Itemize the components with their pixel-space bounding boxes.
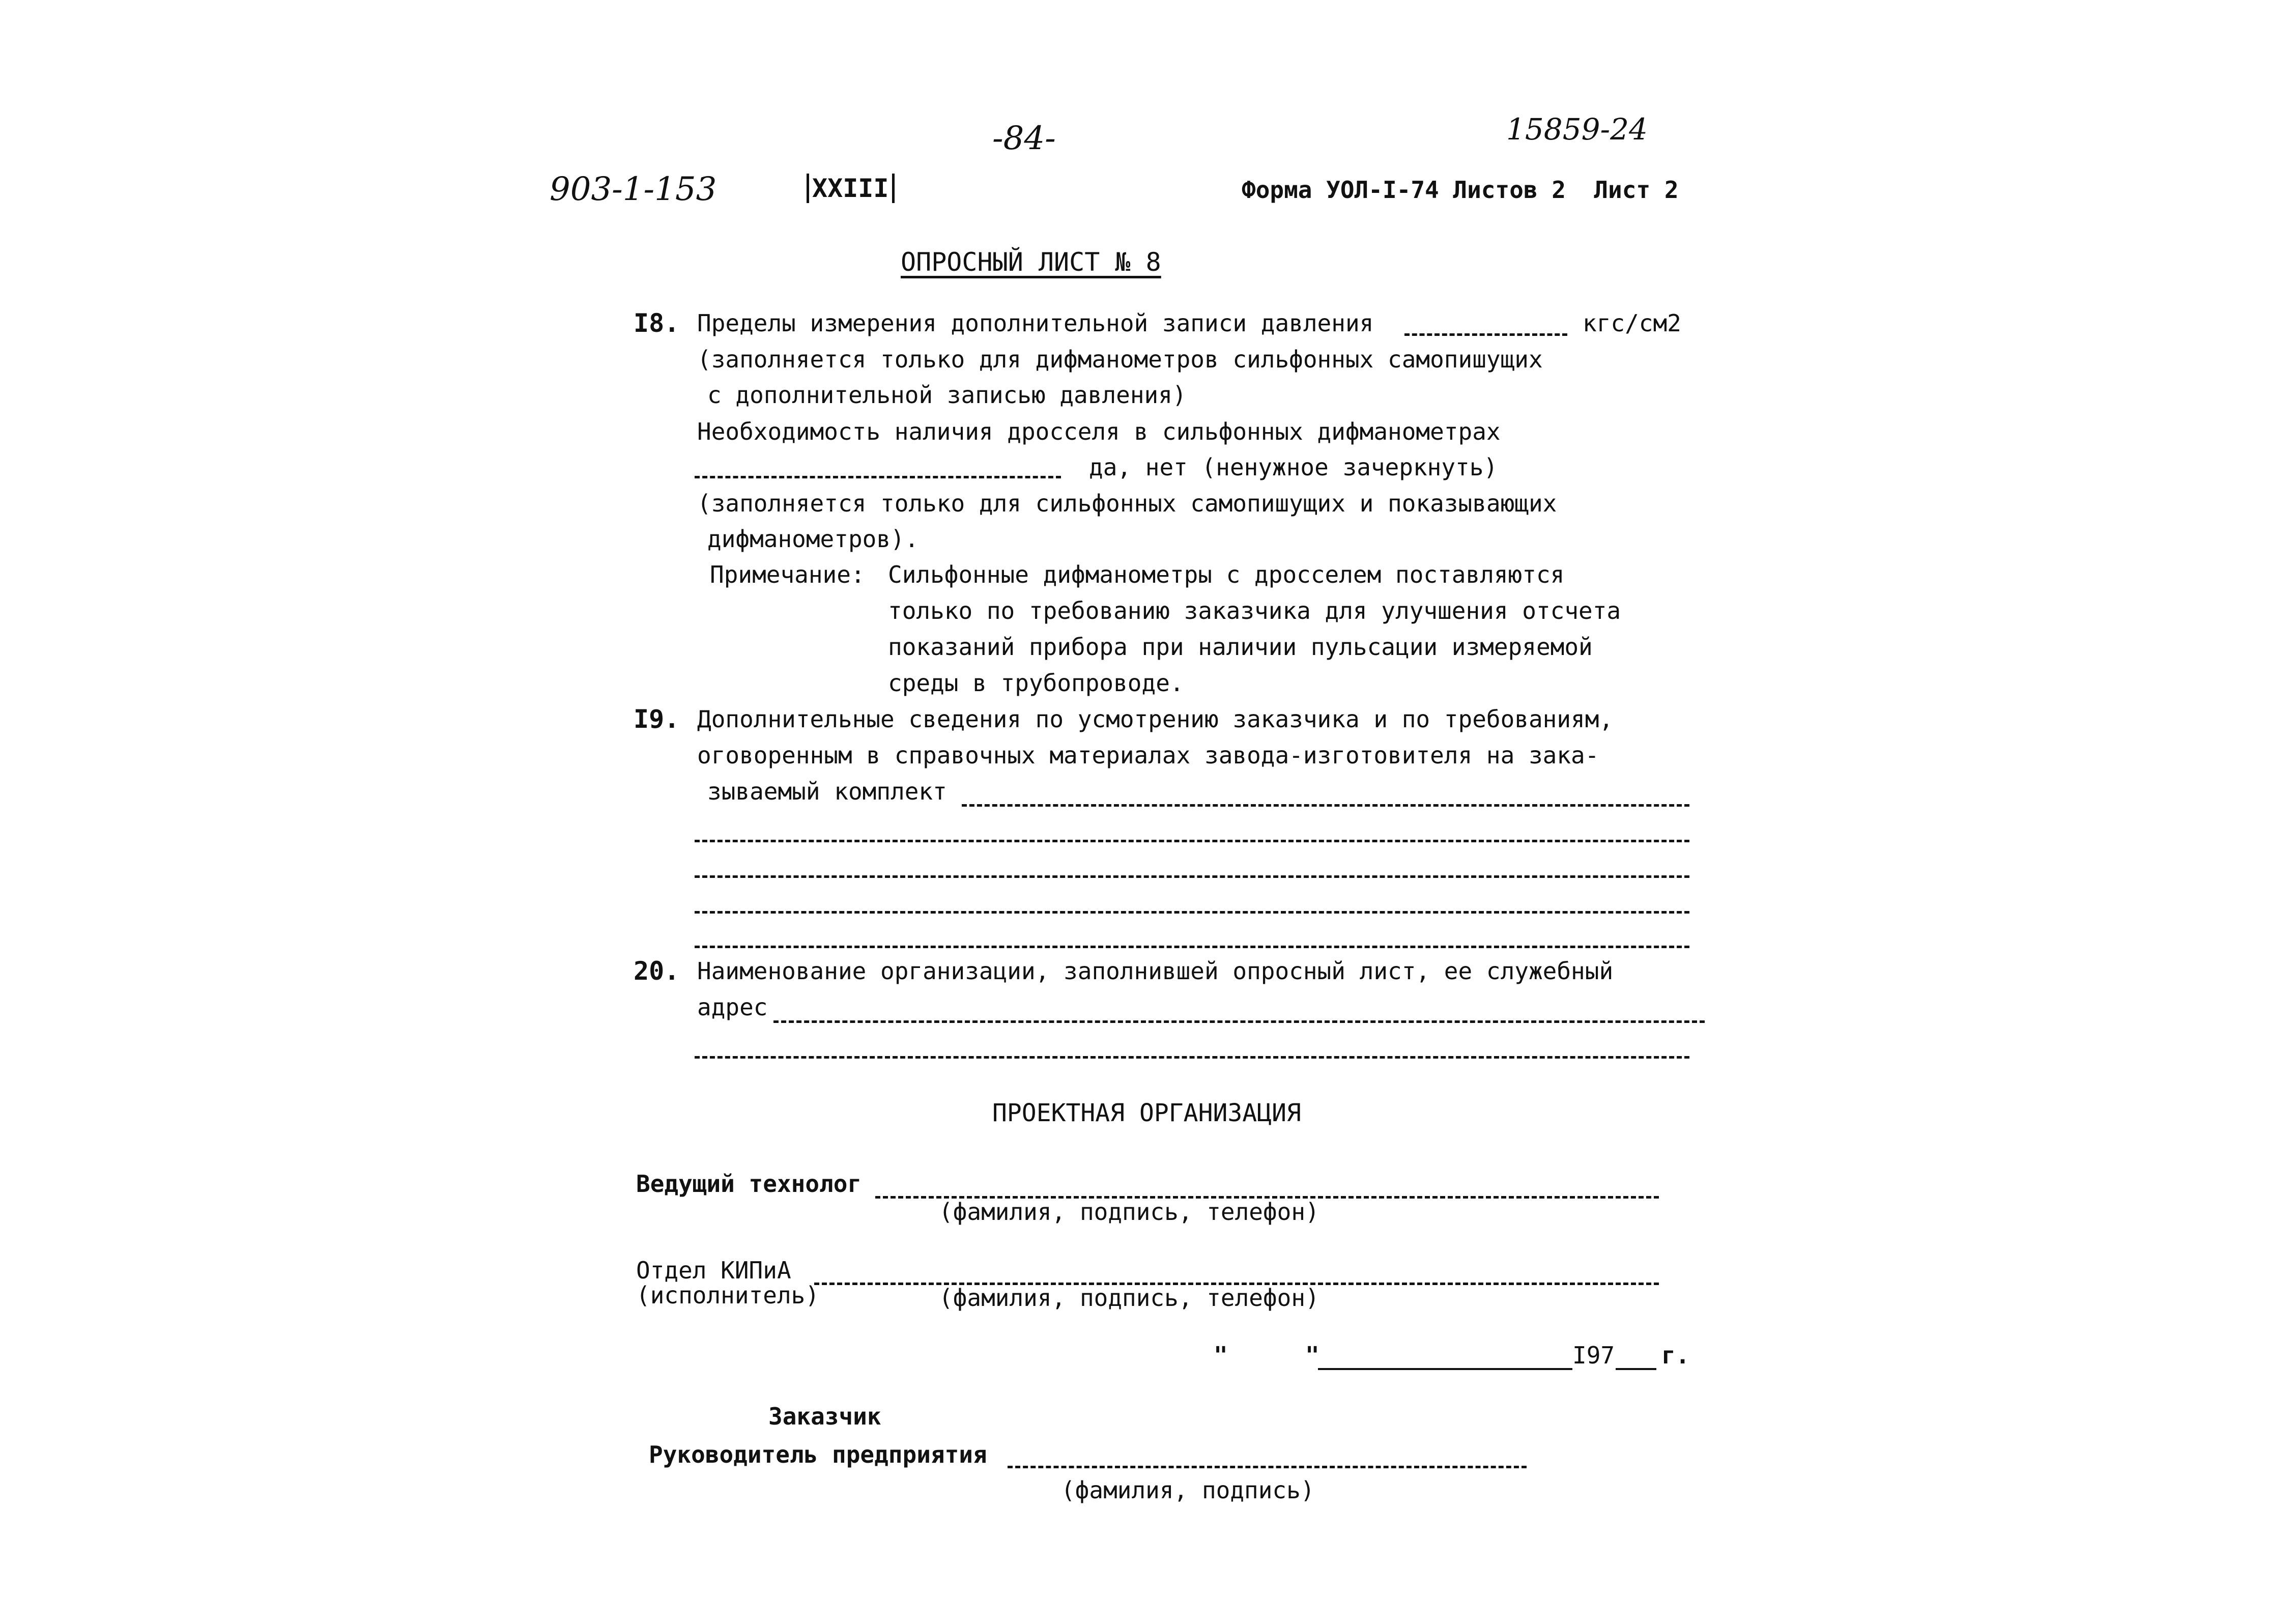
dept-kipia-sublabel: (исполнитель) bbox=[636, 1282, 820, 1309]
dept-kipia-label: Отдел КИПиА bbox=[636, 1257, 791, 1284]
item-19-field-line-1[interactable] bbox=[962, 804, 1689, 807]
form-info: Форма УОЛ-I-74 Листов 2 Лист 2 bbox=[1242, 176, 1679, 204]
item-18-line5: да, нет (ненужное зачеркнуть) bbox=[1089, 453, 1498, 481]
page-number: -84- bbox=[992, 120, 1056, 157]
item-19-field-line-4[interactable] bbox=[695, 911, 1689, 914]
item-18-note-line2: только по требованию заказчика для улучшения отсчета bbox=[888, 597, 1621, 624]
enterprise-head-label: Руководитель предприятия bbox=[649, 1441, 987, 1468]
dept-kipia-hint: (фамилия, подпись, телефон) bbox=[939, 1284, 1319, 1312]
item-18-line4: Необходимость наличия дросселя в сильфонных дифманометрах bbox=[697, 418, 1501, 445]
project-org-heading: ПРОЕКТНАЯ ОРГАНИЗАЦИЯ bbox=[992, 1099, 1301, 1127]
date-quote-close: " bbox=[1305, 1342, 1319, 1369]
date-year-field[interactable] bbox=[1616, 1368, 1656, 1370]
item-18-line3: с дополнительной записью давления) bbox=[707, 381, 1187, 409]
item-19-line2: оговоренным в справочных материалах завода-изготовителя на зака- bbox=[697, 742, 1599, 769]
page-title: ОПРОСНЫЙ ЛИСТ № 8 bbox=[901, 247, 1161, 277]
item-19-line3: зываемый комплект bbox=[707, 778, 947, 805]
item-20-address-field-2[interactable] bbox=[695, 1056, 1689, 1059]
lead-technologist-hint: (фамилия, подпись, телефон) bbox=[939, 1198, 1319, 1226]
item-18-note-line3: показаний прибора при наличии пульсации измеряемой bbox=[888, 633, 1593, 661]
section-number: XXIII bbox=[807, 176, 895, 201]
item-18-pressure-field[interactable] bbox=[1404, 333, 1567, 336]
item-19-field-line-3[interactable] bbox=[695, 875, 1689, 878]
handwritten-code: 15859-24 bbox=[1506, 112, 1648, 147]
date-year-prefix: I97 bbox=[1572, 1342, 1615, 1369]
date-year-suffix: г. bbox=[1661, 1342, 1690, 1369]
item-18-line1: Пределы измерения дополнительной записи давления bbox=[697, 309, 1374, 337]
enterprise-head-hint: (фамилия, подпись) bbox=[1061, 1476, 1315, 1504]
item-20-number: 20. bbox=[634, 956, 680, 986]
item-20-line1: Наименование организации, заполнившей опросный лист, ее служебный bbox=[697, 957, 1614, 985]
doc-number: 903-1-153 bbox=[550, 170, 717, 208]
enterprise-head-field[interactable] bbox=[1008, 1466, 1527, 1468]
item-18-unit: кгс/см2 bbox=[1583, 309, 1681, 337]
customer-heading: Заказчик bbox=[768, 1403, 881, 1430]
item-19-field-line-2[interactable] bbox=[695, 840, 1689, 842]
item-18-note-label: Примечание: bbox=[710, 561, 865, 588]
item-18-note-line4: среды в трубопроводе. bbox=[888, 669, 1184, 697]
item-18-line7: дифманометров). bbox=[707, 525, 919, 553]
item-18-line6: (заполняется только для сильфонных самопишущих и показывающих bbox=[697, 490, 1557, 517]
date-day-month-field[interactable] bbox=[1318, 1368, 1572, 1370]
item-18-number: I8. bbox=[634, 308, 680, 338]
item-20-address-field-1[interactable] bbox=[773, 1020, 1705, 1023]
date-quote-open: " bbox=[1214, 1342, 1228, 1369]
item-18-line2: (заполняется только для дифманометров сильфонных самопишущих bbox=[697, 346, 1543, 373]
item-19-field-line-5[interactable] bbox=[695, 946, 1689, 948]
item-18-note-line1: Сильфонные дифманометры с дросселем поставляются bbox=[888, 561, 1565, 588]
item-19-number: I9. bbox=[634, 704, 680, 734]
item-20-line2: адрес bbox=[697, 993, 768, 1021]
item-19-line1: Дополнительные сведения по усмотрению заказчика и по требованиям, bbox=[697, 705, 1614, 733]
lead-technologist-label: Ведущий технолог bbox=[636, 1170, 862, 1198]
item-18-throttle-field[interactable] bbox=[695, 476, 1061, 478]
